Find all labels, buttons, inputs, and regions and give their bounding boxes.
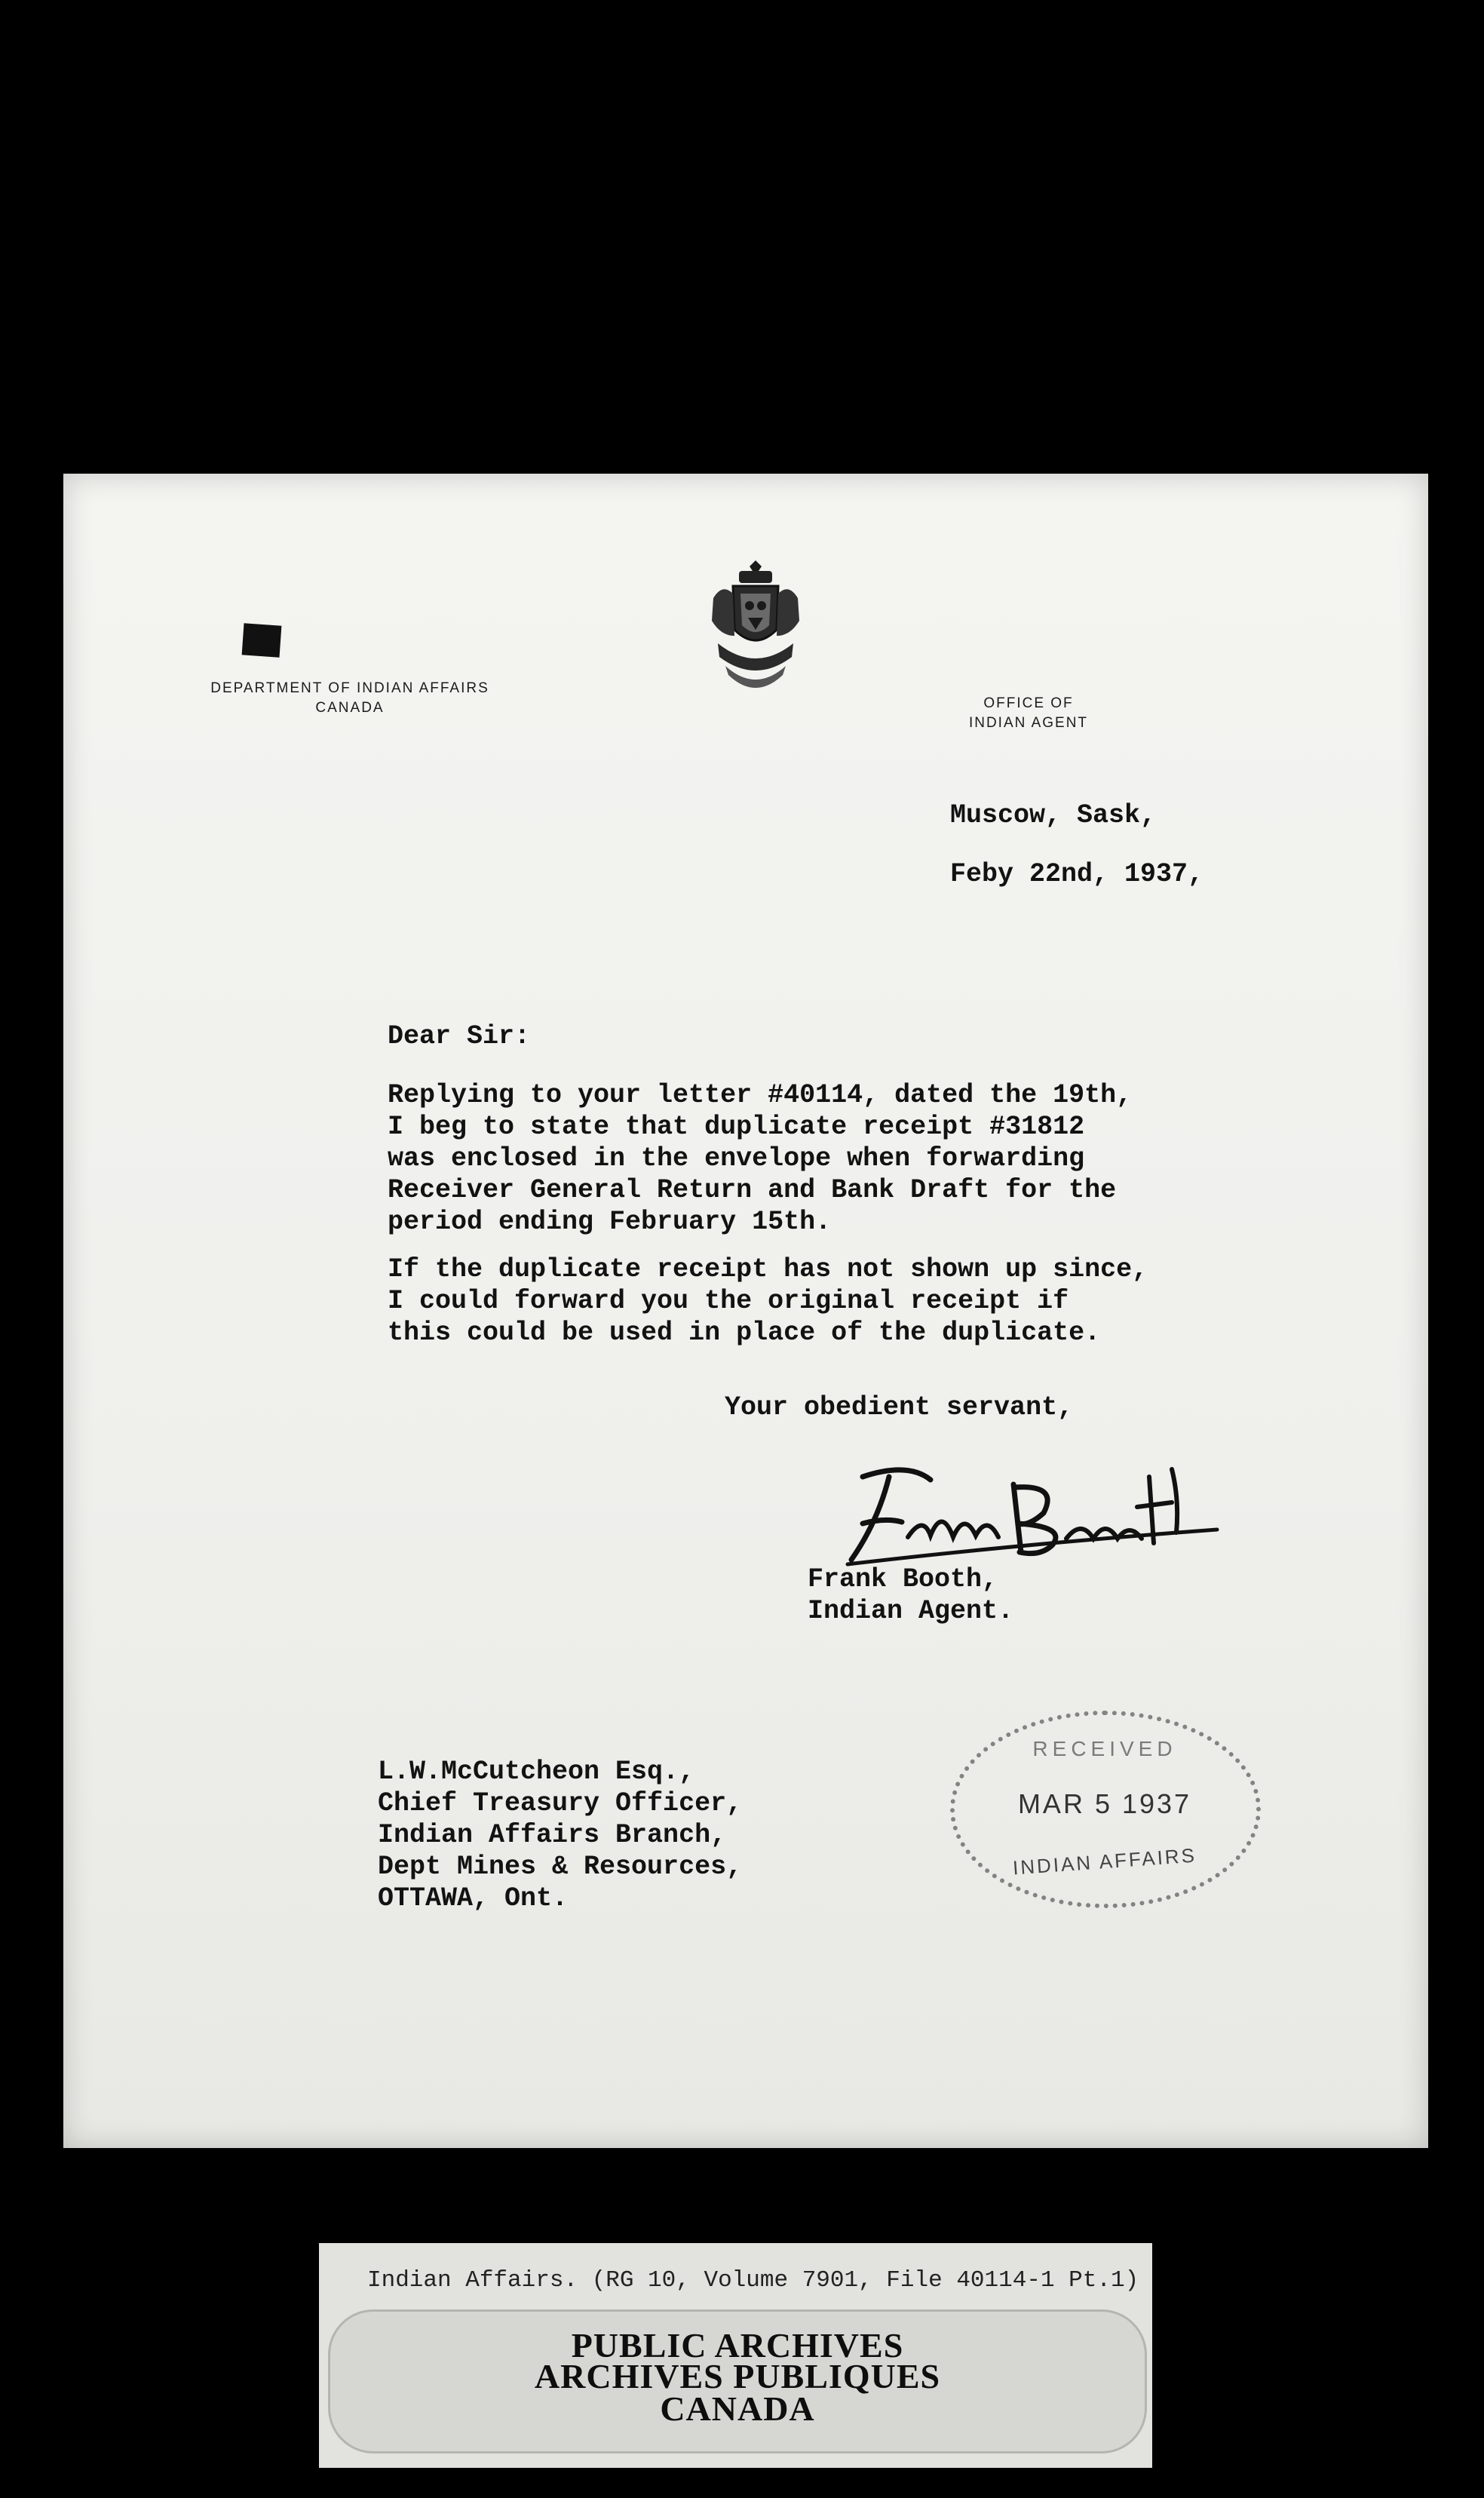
archive-line-french: ARCHIVES PUBLIQUES (534, 2357, 941, 2395)
body-line: Receiver General Return and Bank Draft for the (388, 1175, 1117, 1205)
stamp-received-word: RECEIVED (1032, 1737, 1177, 1760)
letter-place: Muscow, Sask, (950, 800, 1157, 830)
addressee-line: Chief Treasury Officer, (378, 1788, 743, 1818)
body-line: Replying to your letter #40114, dated the 19th, (388, 1080, 1133, 1110)
signer-block (808, 1564, 1013, 1627)
body-line: If the duplicate receipt has not shown up since, (388, 1254, 1148, 1284)
department-name: DEPARTMENT OF INDIAN AFFAIRS (210, 680, 489, 696)
handwritten-signature (817, 1454, 1240, 1567)
coat-of-arms-icon (703, 560, 808, 711)
department-heading (176, 679, 523, 718)
archive-stamp-band (328, 2309, 1147, 2454)
body-line: I could forward you the original receipt if (388, 1286, 1069, 1316)
body-line: this could be used in place of the duplicate. (388, 1318, 1101, 1348)
addressee-line: L.W.McCutcheon Esq., (378, 1757, 695, 1787)
addressee-line: Indian Affairs Branch, (378, 1820, 727, 1850)
office-title: INDIAN AGENT (968, 715, 1089, 731)
addressee-line: Dept Mines & Resources, (378, 1852, 743, 1882)
closing: Your obedient servant, (725, 1392, 1074, 1422)
archive-label-strip (319, 2243, 1152, 2468)
archive-line-english: PUBLIC ARCHIVES (571, 2326, 904, 2365)
salutation: Dear Sir: (388, 1021, 531, 1051)
archive-line-country: CANADA (660, 2389, 815, 2428)
signer-title: Indian Agent. (808, 1596, 1014, 1626)
letter-date: Feby 22nd, 1937, (950, 859, 1204, 889)
office-label: OFFICE OF (983, 695, 1074, 711)
addressee-line: OTTAWA, Ont. (378, 1883, 569, 1913)
stamp-date: MAR 5 1937 (1017, 1788, 1192, 1819)
archive-reference: Indian Affairs. (RG 10, Volume 7901, File 40114-1 Pt.1) (367, 2267, 1139, 2294)
body-line: period ending February 15th. (388, 1207, 832, 1237)
body-paragraph-1 (388, 1079, 1132, 1238)
addressee-block (378, 1756, 742, 1914)
letter-page (63, 474, 1428, 2148)
punch-mark (242, 623, 282, 657)
body-line: was enclosed in the envelope when forwarding (388, 1143, 1085, 1174)
body-line: I beg to state that duplicate receipt #31812 (388, 1112, 1085, 1142)
office-heading (946, 694, 1111, 733)
body-paragraph-2 (388, 1254, 1148, 1349)
department-country: CANADA (315, 700, 385, 716)
stamp-office: INDIAN AFFAIRS (1012, 1843, 1197, 1880)
signer-name: Frank Booth, (808, 1564, 998, 1594)
received-stamp (950, 1711, 1267, 1914)
